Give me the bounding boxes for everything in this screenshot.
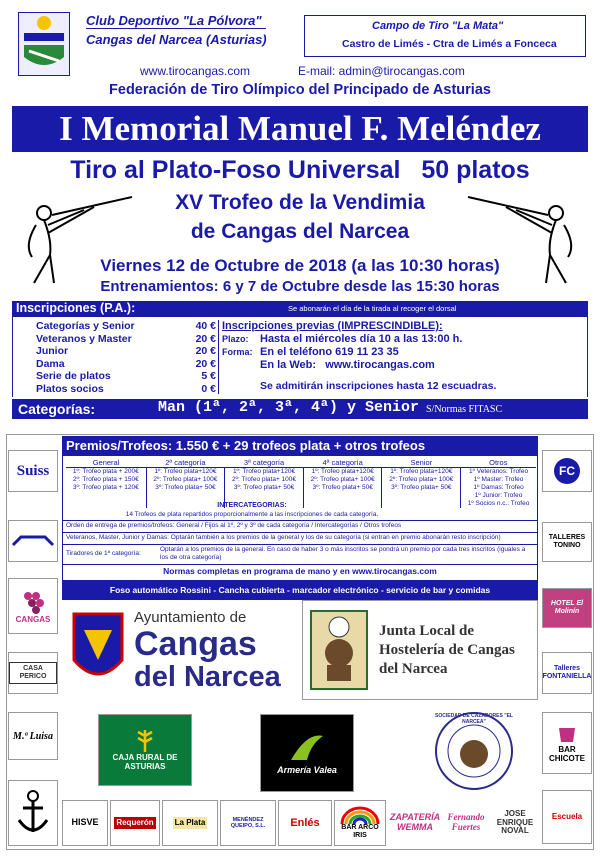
fee-row	[36, 345, 216, 358]
premio-row	[66, 468, 536, 477]
maria-luisa-text: M.ª Luisa	[13, 730, 53, 742]
discipline-title	[0, 156, 600, 185]
categorias-rules: S/Normas FITASC	[426, 404, 503, 415]
categorias-value: Man (1ª, 2ª, 3ª, 4ª) y Senior	[158, 399, 420, 416]
sponsor-enles	[278, 800, 332, 846]
perico-text: CASA PERICO	[9, 662, 57, 683]
bear-chef-icon	[309, 609, 369, 691]
fee-label: Veteranos y Master	[36, 332, 132, 345]
training-dates: Entrenamientos: 6 y 7 de Octubre desde las 15:30 horas	[100, 278, 500, 295]
arco-iris-text: BAR ARCO IRIS	[341, 824, 379, 839]
sponsor-menendez	[220, 800, 276, 846]
sponsor-hisve	[62, 800, 108, 846]
sponsor-maria-luisa	[8, 712, 58, 760]
caja-rural-text: CAJA RURAL DE ASTURIAS	[112, 753, 178, 771]
fee-row	[36, 333, 216, 346]
premio-cell: 1º: Trofeo plata+120€	[225, 468, 304, 477]
fee-price: 20 €	[195, 332, 216, 345]
cup-icon	[555, 722, 579, 746]
inscripciones-heading: Inscripciones (P.A.):	[16, 301, 136, 315]
premio-cell: 1º Junior: Trofeo	[474, 492, 523, 499]
premio-cell: 3º: Trofeo plata+ 50€	[146, 484, 225, 492]
suiss-logo-text: Suiss	[16, 462, 50, 479]
trophy-line1: XV Trofeo de la Vendimia	[175, 191, 425, 214]
club-name: Club Deportivo "La Pólvora"	[86, 13, 262, 28]
fee-row	[36, 383, 216, 396]
premio-cell: 1º: Trofeo plata+120€	[303, 468, 382, 477]
premio-column-title: 4ª categoría	[303, 458, 382, 468]
premio-cell	[225, 492, 304, 500]
intercat-title: INTERCATEGORIAS:	[217, 502, 287, 509]
previas-title: Inscripciones previas (IMPRESCINDIBLE):	[222, 320, 443, 332]
normas-line	[62, 564, 538, 565]
range-name: Campo de Tiro "La Mata"	[372, 20, 504, 32]
jose-text: JOSE ENRIQUE NOVAL	[496, 808, 534, 836]
club-crest	[18, 12, 70, 76]
memorial-title: I Memorial Manuel F. Meléndez	[59, 109, 541, 148]
sponsor-cazadores	[426, 710, 522, 792]
range-address: Castro de Limés - Ctra de Limés a Fonceca	[342, 38, 557, 50]
la-plata-text: La Plata	[173, 817, 208, 830]
event-date: Viernes 12 de Octubre de 2018 (a las 10:30 horas)	[100, 256, 500, 275]
club-location: Cangas del Narcea (Asturias)	[86, 32, 267, 47]
sponsor-requeron	[110, 800, 160, 846]
orden-line	[62, 520, 538, 521]
fee-row	[36, 320, 216, 333]
hosteleria-text: Junta Local de Hostelería de Cangas del Narcea	[379, 622, 515, 677]
premio-cell: 2º: Trofeo plata+ 100€	[382, 476, 461, 484]
fee-label: Dama	[36, 357, 65, 370]
discipline-name: Tiro al Plato-Foso Universal	[70, 156, 401, 184]
cangas-left-text: CANGAS	[15, 614, 51, 624]
sponsor-hotel-molinin	[542, 588, 592, 628]
premio-row	[66, 484, 536, 492]
inscripciones-note: Se abonarán el día de la tirada al recoger el dorsal	[288, 304, 457, 313]
sponsor-anchor	[8, 780, 58, 846]
molinin-text: HOTEL El Molinín	[550, 600, 584, 615]
plazo-text: Hasta el miércoles día 10 a las 13:00 h.	[260, 333, 463, 345]
sponsor-perico	[8, 652, 58, 694]
sponsor-fc	[542, 450, 592, 492]
premio-cell: 2º: Trofeo plata+ 100€	[303, 476, 382, 484]
sponsor-escuela	[542, 790, 592, 844]
premio-cell: 2º: Trofeo plata+ 100€	[146, 476, 225, 484]
fontaniella-text: Talleres FONTANIELLA	[542, 665, 592, 680]
fee-price: 0 €	[201, 382, 216, 395]
platos-count: 50 platos	[421, 156, 530, 184]
premio-column-title: General	[66, 458, 146, 468]
premio-cell	[66, 492, 146, 500]
sponsor-jose-noval	[490, 800, 540, 846]
federation: Federación de Tiro Olímpico del Principado de Asturias	[109, 82, 491, 98]
grapes-icon	[18, 588, 48, 616]
trophy-line2: de Cangas del Narcea	[190, 220, 410, 243]
fee-price: 5 €	[201, 370, 216, 383]
sponsor-hosteleria	[302, 600, 538, 700]
ayto-line2: Cangas	[134, 624, 257, 663]
sponsor-armeria-valea	[260, 714, 354, 792]
hisve-text: HISVE	[71, 817, 99, 828]
sponsor-ayuntamiento	[64, 600, 290, 700]
coat-of-arms-icon	[70, 610, 126, 690]
premio-cell: 3º: Trofeo plata+ 50€	[303, 484, 382, 492]
anchor-icon	[15, 788, 51, 838]
sponsor-car-logo	[8, 520, 58, 562]
premio-column-title: 2ª categoría	[146, 458, 225, 468]
plazo-label: Plazo:	[222, 334, 249, 344]
fee-row	[36, 370, 216, 383]
squad-limit: Se admitirán inscripciones hasta 12 escuadras.	[260, 380, 497, 392]
fee-label: Platos socios	[36, 382, 104, 395]
fee-row	[36, 358, 216, 371]
orden-text: Orden de entrega de premios/trofeos: General / Fijos al 1º, 2º y 3º de cada categoría / Intercategorías / Otros trofeos	[66, 522, 402, 529]
premio-cell: 2º: Trofeo plata+ 100€	[225, 476, 304, 484]
fee-label: Serie de platos	[36, 370, 111, 383]
premio-column-title: Otros	[461, 458, 536, 468]
website-link[interactable]: www.tirocangas.com	[140, 64, 251, 78]
sponsor-bar-chicote	[542, 712, 592, 774]
sponsor-fernando	[444, 800, 488, 846]
bird-icon	[287, 730, 327, 766]
tiradores-line	[62, 544, 538, 545]
tonino-text: TALLERES TONINO	[548, 534, 586, 549]
sponsor-zapateria	[388, 800, 442, 846]
fee-price: 20 €	[195, 357, 216, 370]
premio-cell: 1º: Trofeo plata+120€	[146, 468, 225, 477]
premio-row	[66, 492, 536, 500]
menendez-text: MENÉNDEZ QUEIPO, S.L.	[230, 816, 266, 829]
ayto-line1: Ayuntamiento de	[134, 608, 247, 626]
premio-cell: 3º: Trofeo plata+ 50€	[225, 484, 304, 492]
fees-divider	[218, 320, 219, 394]
sponsor-caja-rural	[98, 714, 192, 786]
premio-cell: 1º Veteranos: Trofeo	[468, 468, 529, 475]
zapateria-text: ZAPATERÍA WEMMA	[389, 812, 441, 832]
categorias-label: Categorías:	[18, 401, 96, 417]
forma-phone: En el teléfono 619 11 23 35	[260, 346, 399, 358]
sponsor-talleres-tonino	[542, 522, 592, 562]
intercat-text: 14 Trofeos de plata repartidos proporcionalmente a las inscripciones de cada categoría.	[125, 511, 379, 518]
enles-text: Enlés	[290, 816, 320, 829]
fee-price: 20 €	[195, 345, 216, 358]
premio-cell: 1º: Trofeo plata+120€	[382, 468, 461, 477]
fees-table	[36, 320, 216, 396]
wheat-icon	[130, 728, 160, 754]
rainbow-icon	[340, 806, 380, 824]
premio-cell: 1º Master: Trofeo	[473, 476, 524, 483]
premio-cell: 3º: Trofeo plata+ 50€	[382, 484, 461, 492]
premio-cell: 1º: Trofeo plata + 200€	[66, 468, 146, 477]
fee-label: Categorías y Senior	[36, 320, 135, 332]
premio-cell: 1º Socios n.c.: Trofeo	[467, 500, 530, 507]
premios-table	[66, 458, 536, 508]
ayto-line3: del Narcea	[134, 660, 281, 693]
premios-heading: Premios/Trofeos: 1.550 € + 29 trofeos plata + otros trofeos	[66, 438, 426, 453]
fernando-text: Fernando Fuertes	[447, 812, 485, 832]
sponsor-arco-iris	[334, 800, 386, 846]
forma-label: Forma:	[222, 347, 253, 357]
sponsor-cangas-left	[8, 578, 58, 634]
cazadores-text: SOCIEDAD DE CAZADORES "EL NARCEA"	[435, 713, 513, 725]
normas-text: Normas completas en programa de mano y en www.tirocangas.com	[163, 566, 437, 576]
premio-cell	[382, 492, 461, 500]
email-link[interactable]: E-mail: admin@tirocangas.com	[298, 64, 465, 78]
sponsor-la-plata	[162, 800, 218, 846]
veteranos-line	[62, 532, 538, 533]
premio-cell: 3º: Trofeo plata + 120€	[66, 484, 146, 492]
sponsor-suiss	[8, 450, 58, 492]
tiradores-label: Tiradores de 1ª categoría:	[66, 550, 141, 557]
premio-row	[66, 476, 536, 484]
premio-column-title: 3ª categoría	[225, 458, 304, 468]
fee-price: 40 €	[195, 320, 216, 332]
car-brand-icon	[11, 531, 55, 551]
forma-web[interactable]: En la Web: www.tirocangas.com	[260, 359, 435, 371]
club-underline	[86, 28, 266, 29]
armeria-text: Armería Valea	[277, 765, 337, 776]
premio-cell: 2º: Trofeo plata + 150€	[66, 476, 146, 484]
premio-cell	[303, 492, 382, 500]
fc-logo-text: FC	[554, 458, 580, 484]
servicios-text: Foso automático Rossini - Cancha cubierta - marcador electrónico - servicio de bar y comidas	[109, 585, 491, 595]
veteranos-text: Veteranos, Master, Junior y Damas: Optarán también a los premios de la general y los de su categoría (si entran en premio abonarán resto inscripción)	[66, 534, 501, 541]
premio-column-title: Senior	[382, 458, 461, 468]
tiradores-text: Optarán a los premios de la general. En caso de haber 3 o más inscritos se pondrá un premio por cada tres inscritos (iguales a los de otra categoría)	[160, 546, 526, 561]
premio-cell	[146, 492, 225, 500]
requeron-text: Requerón	[114, 817, 155, 830]
sponsor-fontaniella	[542, 652, 592, 694]
premio-cell: 1º Damas: Trofeo	[473, 484, 524, 491]
fee-label: Junior	[36, 345, 69, 358]
chicote-text: BAR CHICOTE	[549, 745, 585, 763]
escuela-text: Escuela	[551, 811, 583, 821]
